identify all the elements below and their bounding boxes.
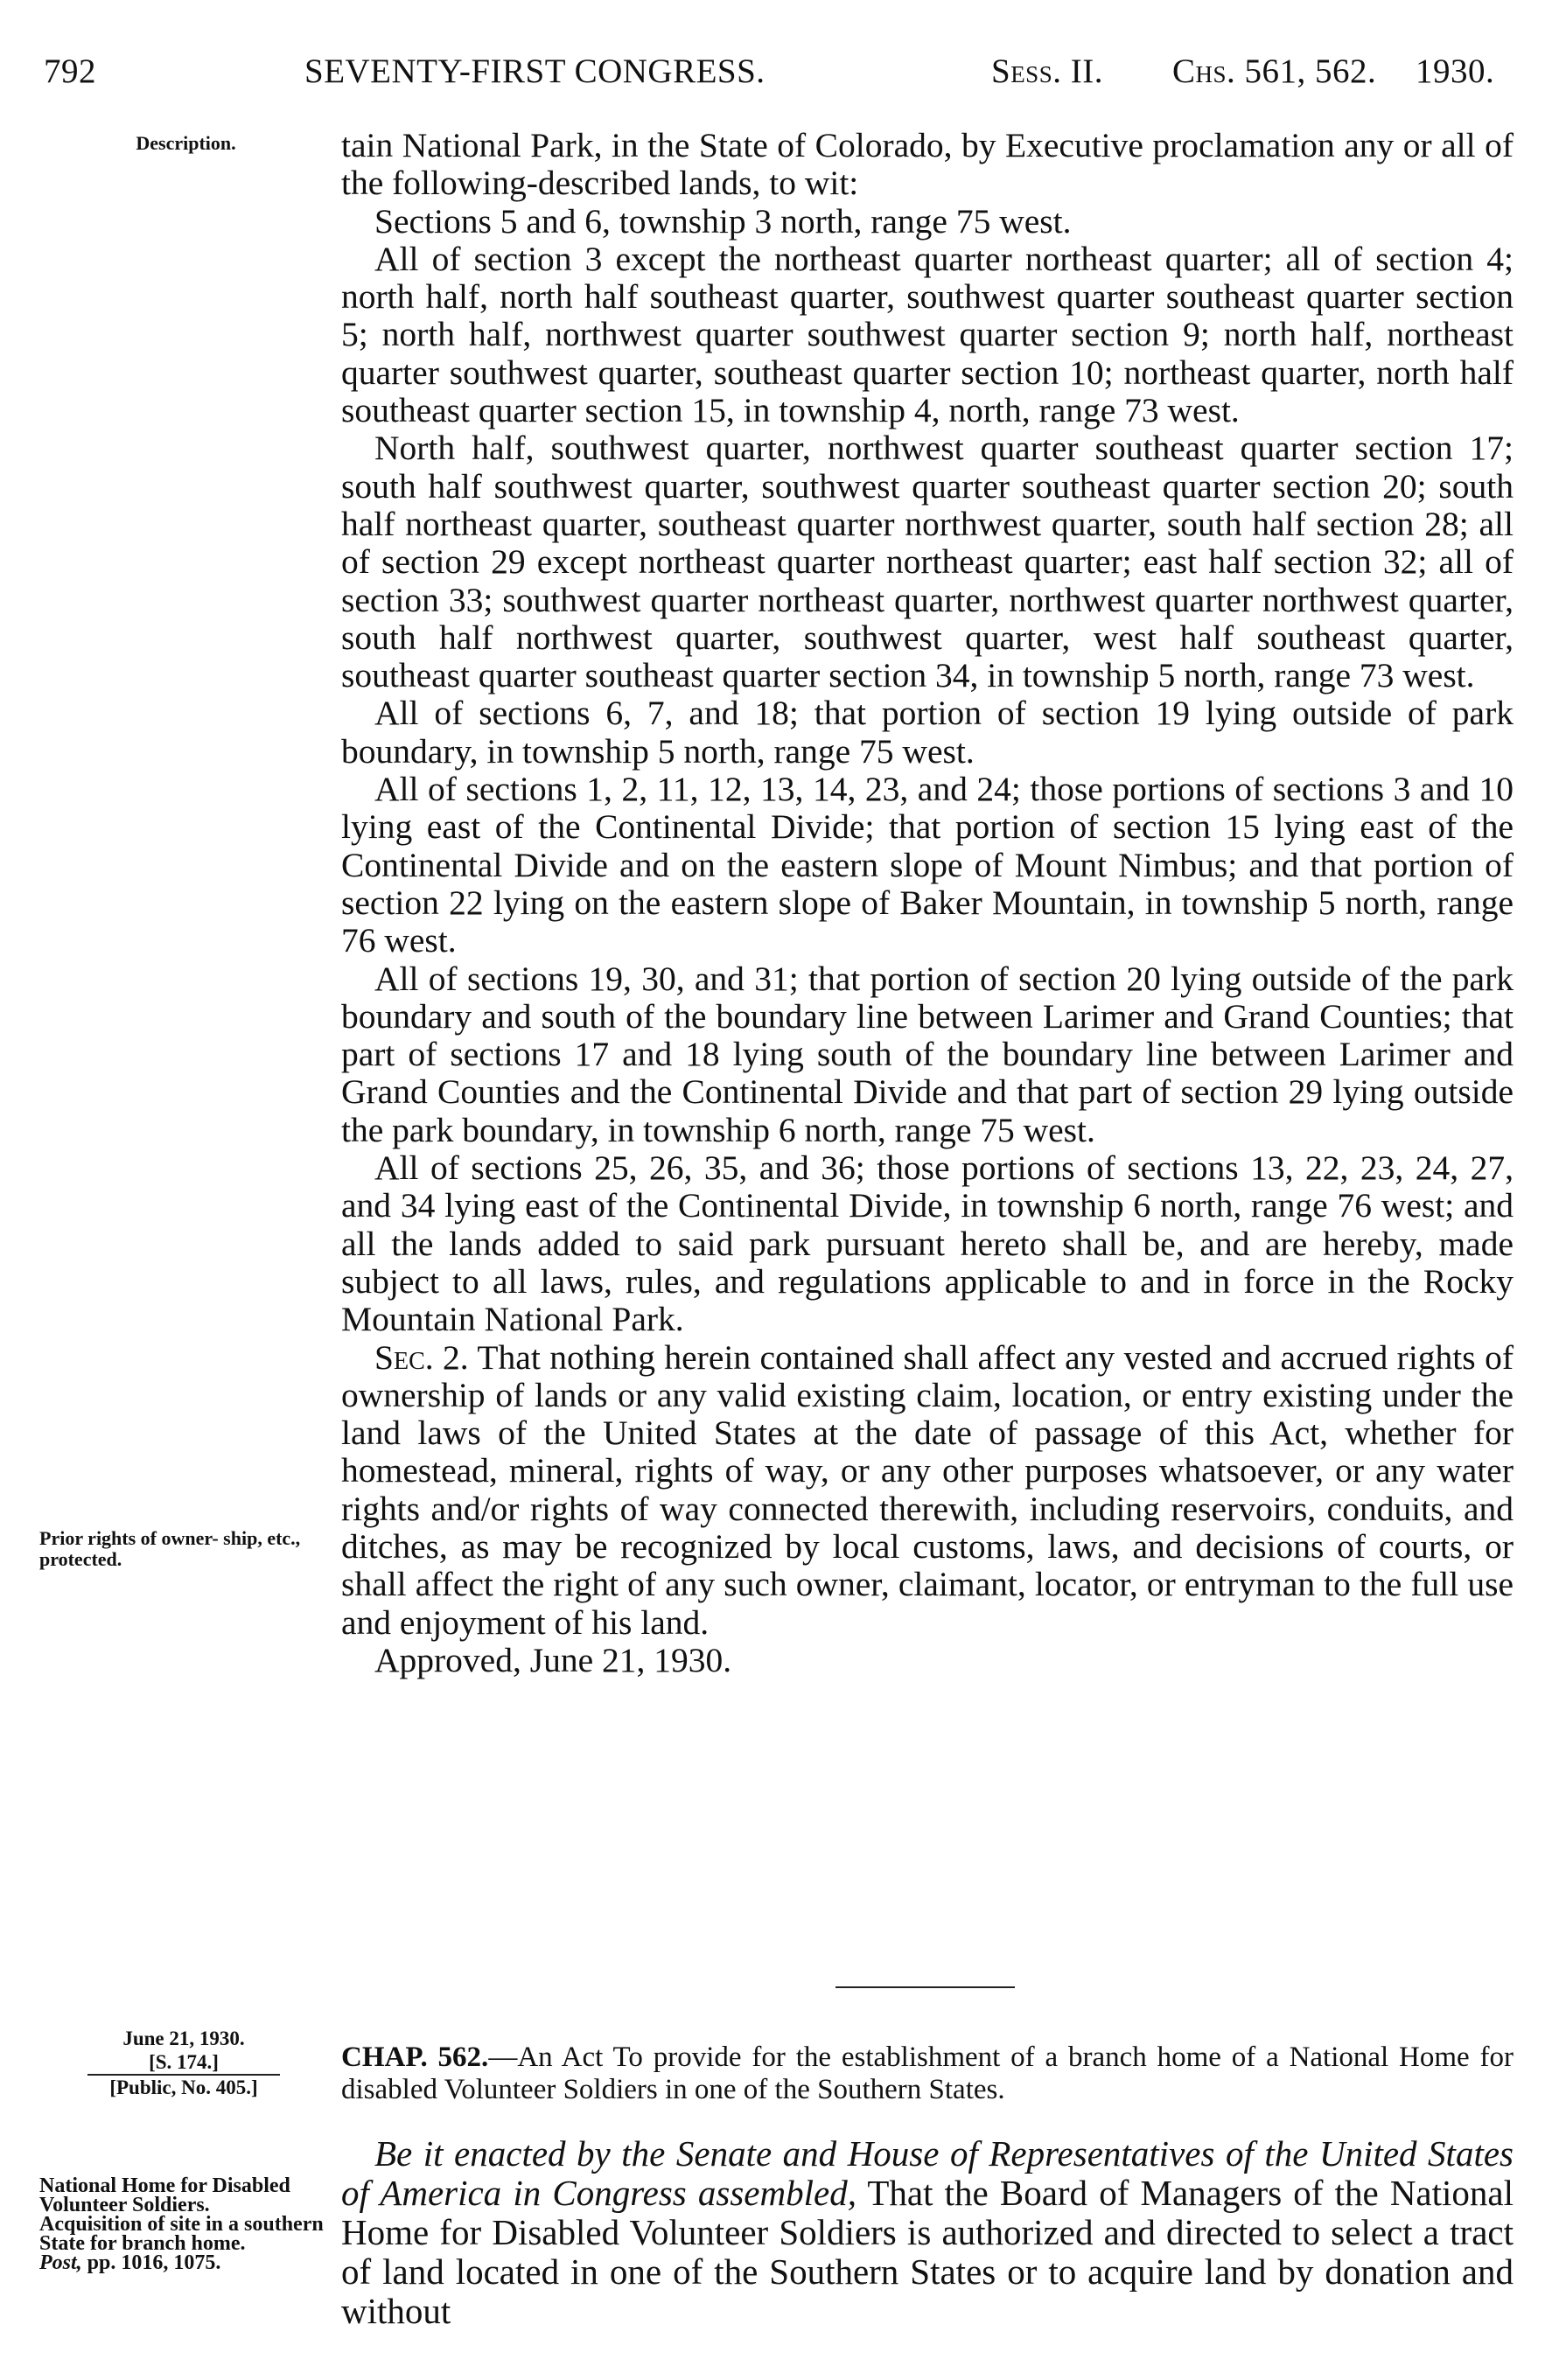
paragraph: All of sections 6, 7, and 18; that portion of section 19 lying outside of park boundary, in township 5 north, range 75 west. xyxy=(341,694,1514,771)
running-title: SEVENTY-FIRST CONGRESS. xyxy=(304,52,766,90)
section-label: Sec. 2. xyxy=(374,1337,469,1377)
section-2-paragraph xyxy=(341,1339,1514,1642)
post-label: Post, xyxy=(39,2251,82,2274)
paragraph: All of sections 1, 2, 11, 12, 13, 14, 23, and 24; those portions of sections 3 and 10 lying east of the Continental Divide; that portion of section 15 lying east of the Continental Divide and on the eastern slope of Mount Nimbus; and that portion of section 22 lying on the eastern slope of Baker Mountain, in township 5 north, range 76 west. xyxy=(341,770,1514,960)
paragraph: All of sections 19, 30, and 31; that portion of section 20 lying outside of the park boundary and south of the boundary line between Larimer and Grand Counties; that part of sections 17 and 18 lying south of the boundary line between Larimer and Grand Counties and the Continental Divide and that part of section 29 lying outside the park boundary, in township 6 north, range 75 west. xyxy=(341,959,1514,1149)
bill-number: [S. 174.] xyxy=(87,2050,280,2076)
session-label: Sess. II. xyxy=(991,52,1103,90)
act-date: June 21, 1930. xyxy=(122,2028,245,2049)
margin-note-prior-rights: Prior rights of owner- ship, etc., protected. xyxy=(39,1527,301,1570)
margin-note-line: National Home for Disabled Volunteer Soldiers. xyxy=(39,2174,290,2216)
chapter-title: —An Act To provide for the establishment of a branch home of a National Home for disabled Volunteer Soldiers in one of the Southern States. xyxy=(341,2041,1514,2105)
paragraph: North half, southwest quarter, northwest quarter southeast quarter section 17; south half southwest quarter, southwest quarter southeast quarter section 20; south half northeast quarter, southeast quarter northwest quarter, south half section 28; all of section 29 except northeast quarter northeast quarter; east half section 32; all of section 33; southwest quarter northeast quarter, northwest quarter northwest quarter, south half northwest quarter, southwest quarter, west half southeast quarter, southeast quarter southeast quarter section 34, in township 5 north, range 73 west. xyxy=(341,429,1514,695)
body-text xyxy=(341,127,1514,1679)
section-divider xyxy=(835,1986,1015,1988)
paragraph: All of sections 25, 26, 35, and 36; those portions of sections 13, 22, 23, 24, 27, and 34 lying east of the Continental Divide, in township 6 north, range 76 west; and all the lands added to said park pursuant hereto shall be, and are hereby, made subject to all laws, rules, and regulations applicable to and in force in the Rocky Mountain National Park. xyxy=(341,1148,1514,1339)
paragraph: Sections 5 and 6, township 3 north, range 75 west. xyxy=(374,201,1072,241)
enacting-text: That the Board of Managers of the National Home for Disabled Volunteer Soldiers is authorized and directed to select a tract of land located in one of the Southern States or to acquire land by donation and without xyxy=(341,2173,1514,2331)
chapter-heading xyxy=(341,2041,1514,2106)
paragraph: All of section 3 except the northeast quarter northeast quarter; all of section 4; north half, north half southeast quarter, southwest quarter southeast quarter section 5; north half, northwest quarter southwest quarter section 9; north half, northeast quarter southwest quarter, southeast quarter section 10; northeast quarter, north half southeast quarter section 15, in township 4, north, range 73 west. xyxy=(341,239,1514,430)
margin-note-description: Description. xyxy=(136,132,236,154)
approved-line: Approved, June 21, 1930. xyxy=(374,1640,732,1679)
enacting-formula: Be it enacted by the Senate and House of Representatives of the United States of America in Congress assembled, xyxy=(341,2133,1514,2213)
public-law-number: [Public, No. 405.] xyxy=(109,2076,258,2098)
post-pages: pp. 1016, 1075. xyxy=(87,2251,221,2274)
running-header xyxy=(44,45,1522,98)
margin-note-post-ref xyxy=(39,2253,332,2272)
enacting-clause xyxy=(341,2134,1514,2331)
page-number: 792 xyxy=(44,52,96,90)
year-label: 1930. xyxy=(1416,52,1495,90)
paragraph: tain National Park, in the State of Colorado, by Executive proclamation any or all of the following-described lands, to wit: xyxy=(341,126,1514,203)
section-2-text: That nothing herein contained shall affect any vested and accrued rights of ownership of lands or any valid existing claim, location, or entry existing under the land laws of the United States at the date of passage of this Act, whether for homestead, mineral, rights of way, or any other purposes whatsoever, or any water rights and/or rights of way connected therewith, including reservoirs, conduits, and ditches, as may be recognized by local customs, laws, and decisions of courts, or shall affect the right of any such owner, claimant, locator, or entryman to the full use and enjoyment of his land. xyxy=(341,1337,1514,1642)
margin-note-line: Acquisition of site in a southern State for branch home. xyxy=(39,2213,324,2255)
chapters-label: Chs. 561, 562. xyxy=(1172,52,1377,90)
margin-note-national-home xyxy=(39,2176,332,2272)
chapter-label: CHAP. 562. xyxy=(341,2041,489,2073)
act-info xyxy=(44,2027,324,2099)
